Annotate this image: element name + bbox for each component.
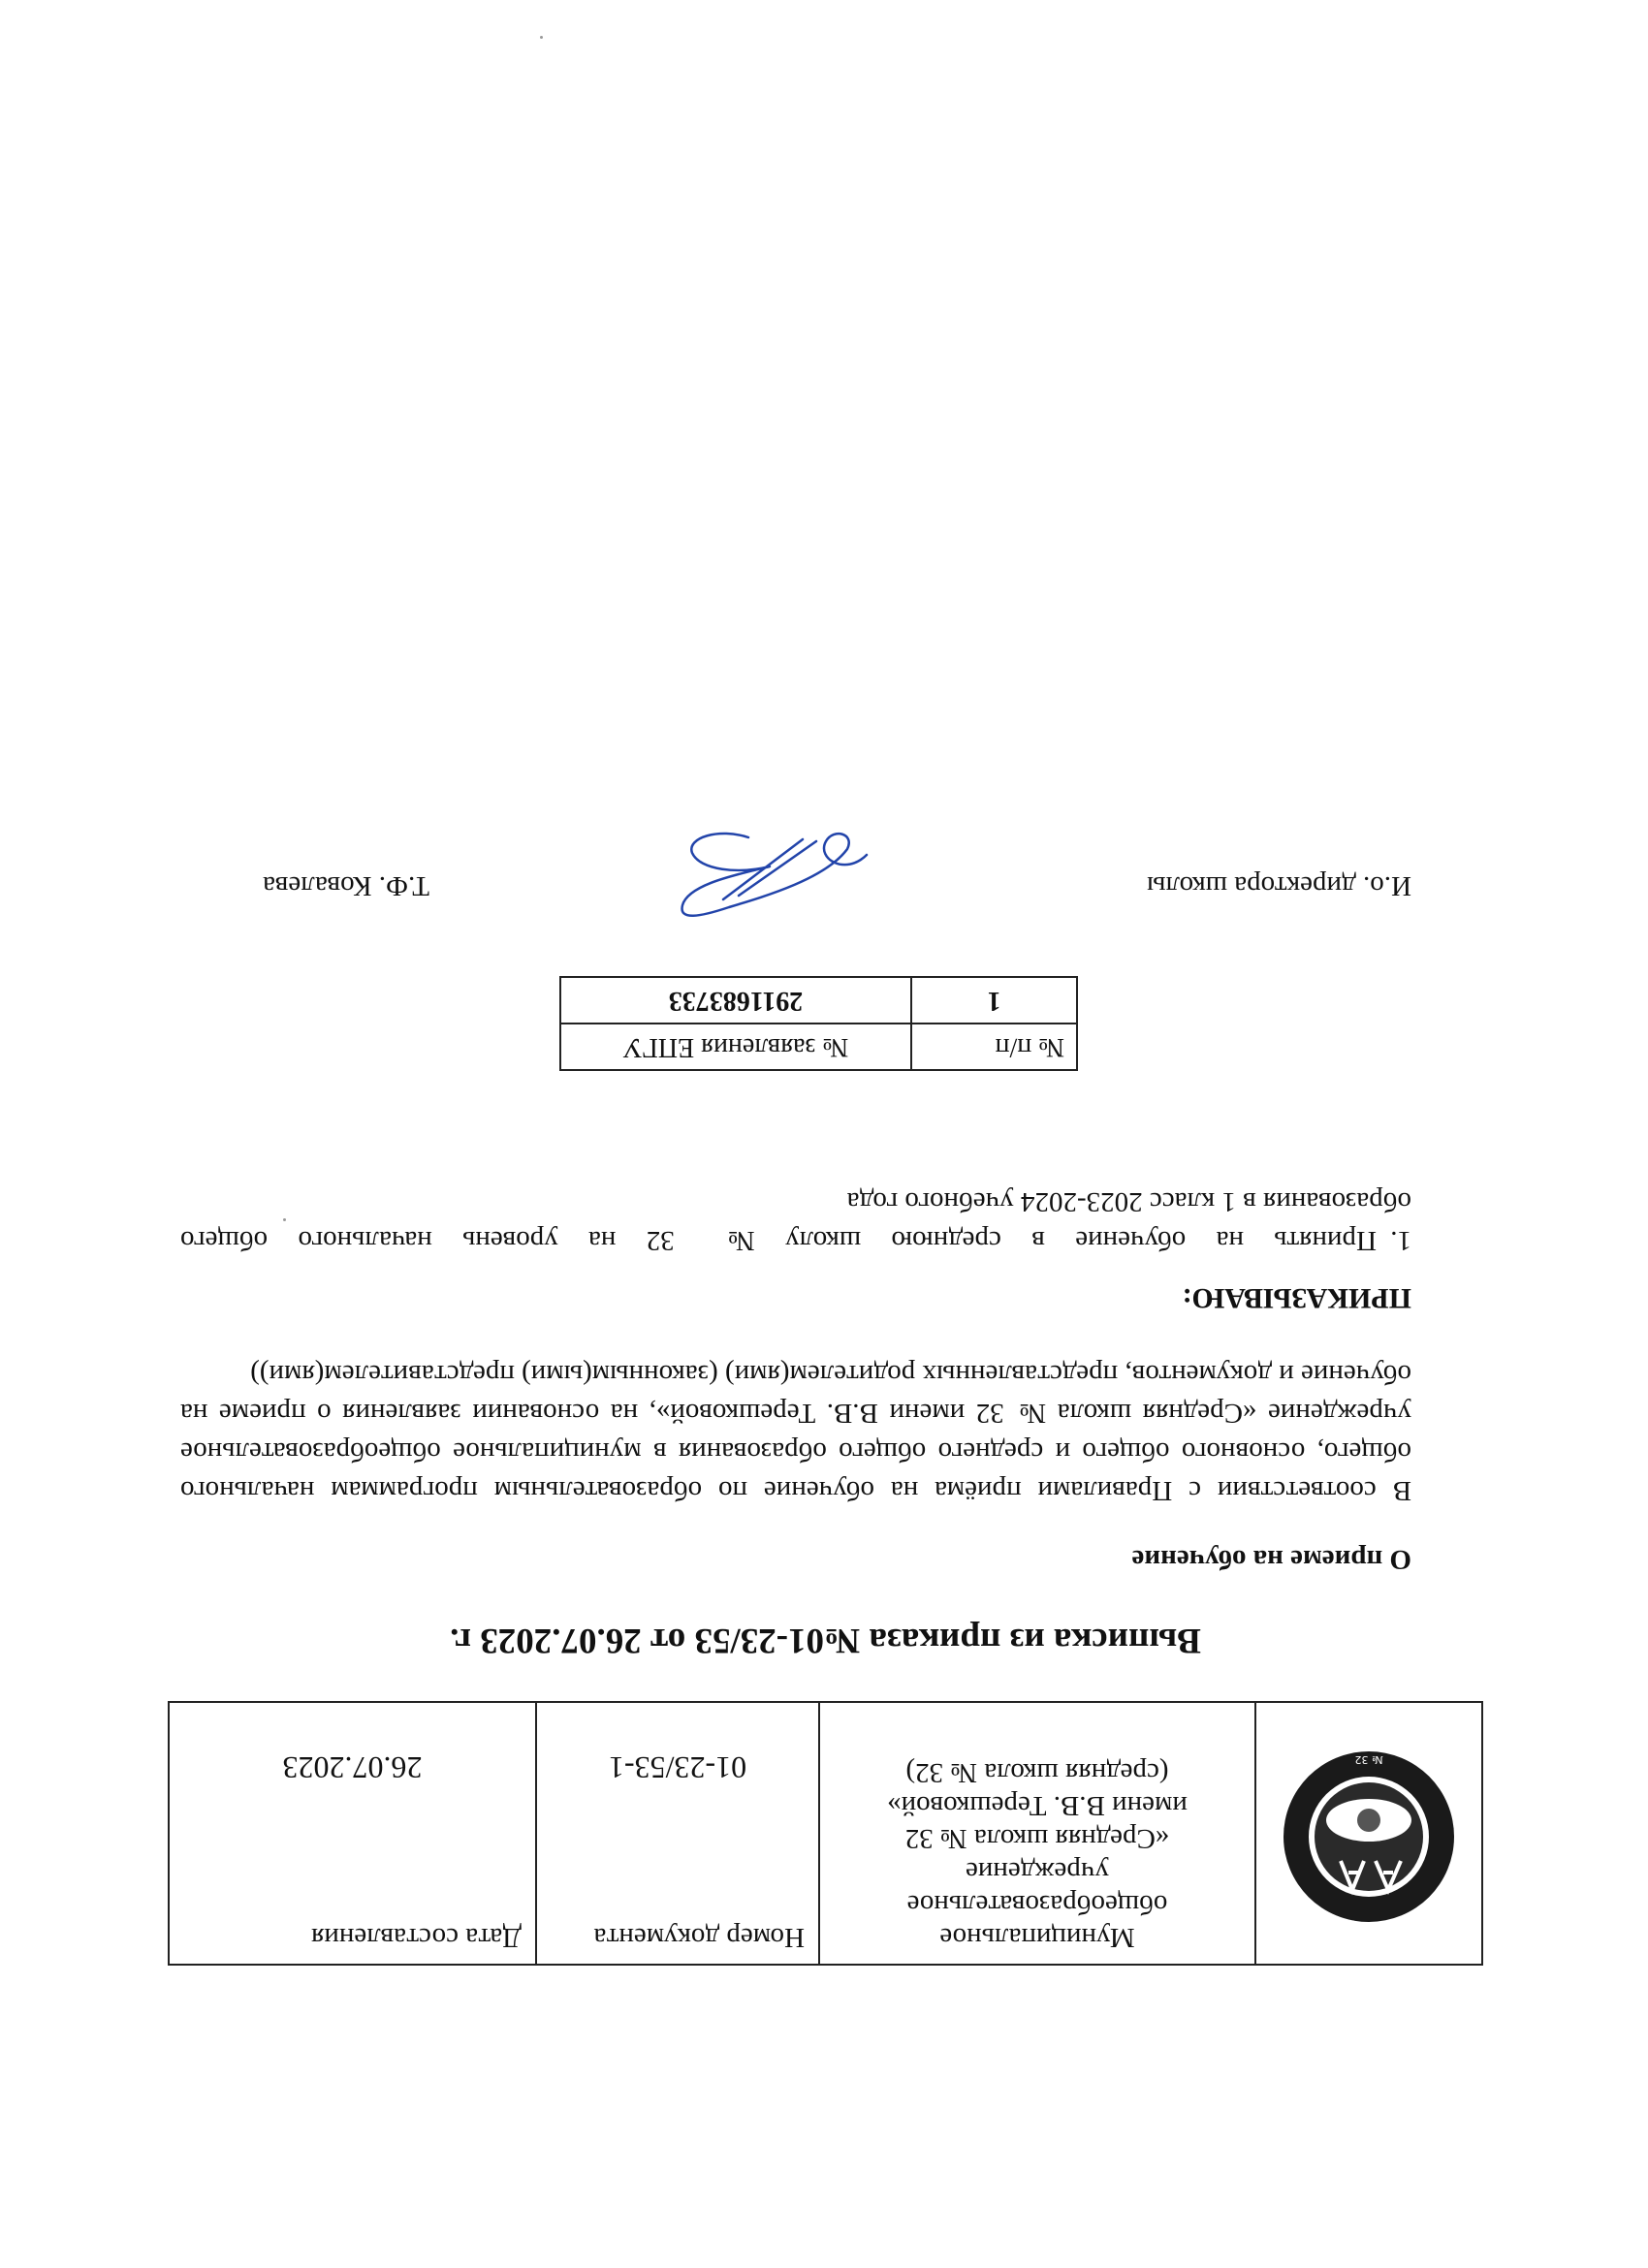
- scan-speck: [283, 1218, 286, 1221]
- document-title: Выписка из приказа №01-23/53 от 26.07.2023 г.: [450, 1621, 1201, 1660]
- org-line: учреждение: [965, 1856, 1110, 1887]
- organization-cell: [819, 1702, 1255, 1965]
- table-row: [560, 977, 1077, 1024]
- order-item-text1: Принять на обучение в среднюю школу № 32 на уровень начального общего: [180, 1225, 1377, 1256]
- order-item-number: 1.: [1390, 1225, 1411, 1256]
- order-item: [180, 1182, 1411, 1260]
- svg-text:№ 32: № 32: [1354, 1753, 1383, 1767]
- signer-name: Т.Ф. Ковалева: [263, 870, 429, 901]
- registry-table: [559, 976, 1078, 1071]
- order-item-line2: образования в 1 класс 2023-2024 учебного года: [846, 1186, 1411, 1217]
- preamble-paragraph: В соответствии с Правилами приёма на обучение по образовательным программам начального общего, основного общего и среднего общего образования в муниципальное общеобразовательное учреждение «Средняя школа № 32 имени В.В. Терешковой», на основании заявления о приеме на обучение и документов, представленных родителем(ями) (законным(ыми) представителем(ями)): [180, 1359, 1411, 1506]
- doc-number-value: 01-23/53-1: [608, 1750, 747, 1785]
- signature-block: [180, 818, 1411, 934]
- column-header-application: № заявления ЕПГУ: [560, 1024, 911, 1070]
- doc-number-label: Номер документа: [593, 1922, 805, 1953]
- doc-number-cell: [536, 1702, 819, 1965]
- date-label: Дата составления: [311, 1922, 522, 1953]
- order-item-line1: [180, 1221, 1411, 1260]
- date-cell: [169, 1702, 536, 1965]
- table-header-row: [560, 1024, 1077, 1070]
- column-header-number: № п/п: [911, 1024, 1077, 1070]
- table-cell-number: 1: [911, 977, 1077, 1024]
- scan-speck: [540, 36, 543, 39]
- document-subject: О приеме на обучение: [1131, 1544, 1411, 1575]
- handwritten-signature: [661, 818, 884, 934]
- org-line: (средняя школа № 32): [905, 1757, 1169, 1788]
- org-line: имени В.В. Терешковой»: [887, 1790, 1188, 1821]
- header-table: [168, 1701, 1483, 1966]
- signer-position: И.о. директора школы: [1147, 870, 1411, 901]
- org-line: «Средняя школа № 32: [904, 1823, 1170, 1854]
- table-cell-application: 2911683733: [560, 977, 911, 1024]
- order-word: ПРИКАЗЫВАЮ:: [1182, 1282, 1411, 1314]
- date-value: 26.07.2023: [282, 1750, 423, 1785]
- school-seal-logo: [1277, 1746, 1461, 1930]
- school-seal-cell: [1255, 1702, 1482, 1965]
- org-line: Муниципальное общеобразовательное: [906, 1889, 1168, 1953]
